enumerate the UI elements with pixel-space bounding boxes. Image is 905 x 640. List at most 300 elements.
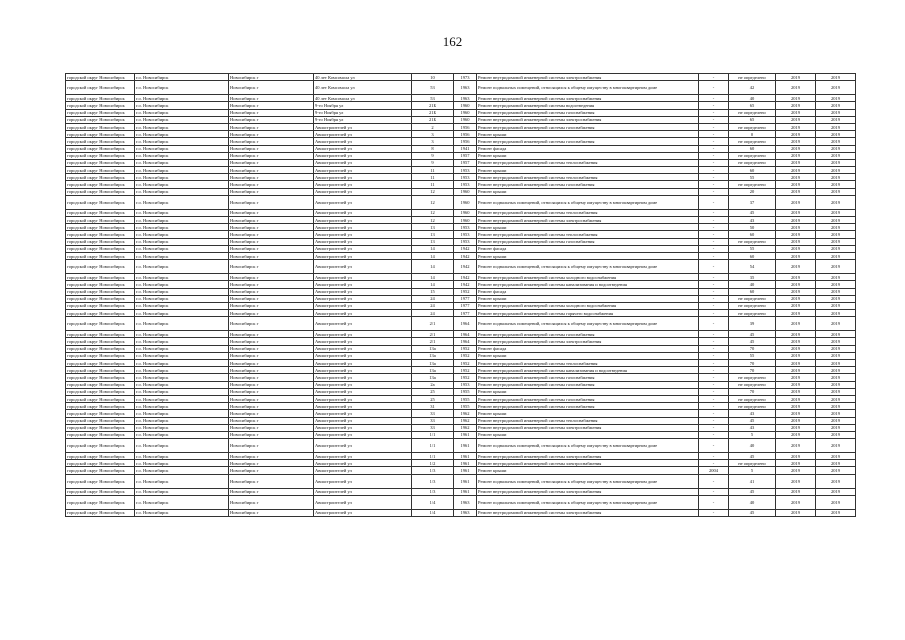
cell-last-repair-year: - (699, 231, 729, 238)
cell-wear-percent: 40 (729, 439, 776, 453)
cell-municipality: городской округ Новосибирск (66, 181, 135, 188)
table-row (66, 188, 856, 195)
cell-wear-percent: 43 (729, 410, 776, 417)
cell-build-year: 1953 (454, 238, 477, 245)
cell-work-type: Ремонт внутридомовой инженерной системы электроснабжения (477, 217, 699, 224)
cell-street: Авиастроителей ул (314, 467, 412, 474)
cell-house-number: 25 (412, 388, 454, 395)
cell-build-year: 1963 (454, 81, 477, 95)
cell-house-number: 1/4 (412, 495, 454, 509)
cell-street: Авиастроителей ул (314, 238, 412, 245)
cell-build-year: 1953 (454, 224, 477, 231)
cell-plan-end-year: 2019 (816, 138, 856, 145)
cell-wear-percent: 5 (729, 431, 776, 438)
cell-last-repair-year: - (699, 238, 729, 245)
cell-build-year: 1942 (454, 274, 477, 281)
cell-work-type: Ремонт внутридомовой инженерной системы теплоснабжения (477, 360, 699, 367)
cell-last-repair-year: - (699, 274, 729, 281)
cell-street: 9-го Ноября ул (314, 102, 412, 109)
cell-plan-end-year: 2019 (816, 424, 856, 431)
cell-plan-end-year: 2019 (816, 460, 856, 467)
cell-municipality: городской округ Новосибирск (66, 381, 135, 388)
cell-plan-start-year: 2019 (776, 495, 816, 509)
cell-last-repair-year: - (699, 410, 729, 417)
cell-municipality: городской округ Новосибирск (66, 302, 135, 309)
cell-build-year: 1942 (454, 281, 477, 288)
cell-municipal-district: г.о. Новосибирск (135, 245, 229, 252)
cell-settlement: Новосибирск г (229, 367, 314, 374)
cell-last-repair-year: - (699, 145, 729, 152)
cell-settlement: Новосибирск г (229, 424, 314, 431)
cell-build-year: 1977 (454, 295, 477, 302)
cell-municipal-district: г.о. Новосибирск (135, 217, 229, 224)
table-row (66, 181, 856, 188)
cell-last-repair-year: 2004 (699, 467, 729, 474)
cell-settlement: Новосибирск г (229, 281, 314, 288)
cell-street: Авиастроителей ул (314, 453, 412, 460)
cell-street: Авиастроителей ул (314, 288, 412, 295)
cell-municipal-district: г.о. Новосибирск (135, 467, 229, 474)
cell-settlement: Новосибирск г (229, 388, 314, 395)
cell-wear-percent: не определено (729, 152, 776, 159)
cell-wear-percent: не определено (729, 181, 776, 188)
cell-municipal-district: г.о. Новосибирск (135, 302, 229, 309)
cell-house-number: 13а (412, 352, 454, 359)
cell-last-repair-year: - (699, 167, 729, 174)
cell-municipality: городской округ Новосибирск (66, 245, 135, 252)
cell-house-number: 33 (412, 410, 454, 417)
cell-last-repair-year: - (699, 217, 729, 224)
cell-plan-end-year: 2019 (816, 439, 856, 453)
cell-build-year: 1953 (454, 381, 477, 388)
cell-municipality: городской округ Новосибирск (66, 281, 135, 288)
cell-wear-percent: не определено (729, 159, 776, 166)
cell-municipality: городской округ Новосибирск (66, 495, 135, 509)
cell-settlement: Новосибирск г (229, 95, 314, 102)
cell-plan-start-year: 2019 (776, 403, 816, 410)
cell-municipal-district: г.о. Новосибирск (135, 488, 229, 495)
cell-work-type: Ремонт фасада (477, 288, 699, 295)
cell-house-number: 13 (412, 224, 454, 231)
cell-wear-percent: 60 (729, 167, 776, 174)
cell-last-repair-year: - (699, 352, 729, 359)
table-row (66, 431, 856, 438)
cell-plan-start-year: 2019 (776, 274, 816, 281)
cell-municipal-district: г.о. Новосибирск (135, 224, 229, 231)
cell-settlement: Новосибирск г (229, 217, 314, 224)
cell-last-repair-year: - (699, 209, 729, 216)
cell-settlement: Новосибирск г (229, 209, 314, 216)
cell-wear-percent: 70 (729, 360, 776, 367)
cell-plan-end-year: 2019 (816, 295, 856, 302)
cell-wear-percent: 40 (729, 95, 776, 102)
cell-settlement: Новосибирск г (229, 109, 314, 116)
cell-wear-percent: 0 (729, 131, 776, 138)
cell-plan-end-year: 2019 (816, 159, 856, 166)
cell-build-year: 1957 (454, 152, 477, 159)
cell-plan-end-year: 2019 (816, 123, 856, 130)
cell-municipal-district: г.о. Новосибирск (135, 424, 229, 431)
cell-plan-start-year: 2019 (776, 488, 816, 495)
cell-wear-percent: 42 (729, 81, 776, 95)
cell-build-year: 1953 (454, 181, 477, 188)
table-row (66, 302, 856, 309)
cell-work-type: Ремонт крыши (477, 431, 699, 438)
cell-municipality: городской округ Новосибирск (66, 224, 135, 231)
cell-street: Авиастроителей ул (314, 281, 412, 288)
cell-work-type: Ремонт внутридомовой инженерной системы газоснабжения (477, 381, 699, 388)
cell-build-year: 1956 (454, 131, 477, 138)
cell-plan-end-year: 2019 (816, 410, 856, 417)
cell-work-type: Ремонт крыши (477, 252, 699, 259)
cell-settlement: Новосибирск г (229, 181, 314, 188)
cell-house-number: 1/3 (412, 488, 454, 495)
cell-municipality: городской округ Новосибирск (66, 474, 135, 488)
cell-wear-percent: 60 (729, 145, 776, 152)
cell-municipality: городской округ Новосибирск (66, 395, 135, 402)
cell-house-number: 14 (412, 245, 454, 252)
cell-work-type: Ремонт внутридомовой инженерной системы газоснабжения (477, 109, 699, 116)
cell-municipality: городской округ Новосибирск (66, 95, 135, 102)
cell-build-year: 1960 (454, 209, 477, 216)
cell-work-type: Ремонт внутридомовой инженерной системы электроснабжения (477, 488, 699, 495)
cell-work-type: Ремонт крыши (477, 131, 699, 138)
cell-street: Авиастроителей ул (314, 302, 412, 309)
cell-build-year: 1961 (454, 431, 477, 438)
table-row (66, 109, 856, 116)
cell-last-repair-year: - (699, 509, 729, 516)
cell-work-type: Ремонт подвальных помещений, относящихся к общему имуществу в многоквартирном доме (477, 81, 699, 95)
cell-work-type: Ремонт крыши (477, 167, 699, 174)
cell-settlement: Новосибирск г (229, 302, 314, 309)
cell-work-type: Ремонт внутридомовой инженерной системы теплоснабжения (477, 231, 699, 238)
cell-build-year: 1960 (454, 116, 477, 123)
cell-municipality: городской округ Новосибирск (66, 417, 135, 424)
cell-house-number: 2/1 (412, 317, 454, 331)
cell-municipality: городской округ Новосибирск (66, 439, 135, 453)
cell-municipal-district: г.о. Новосибирск (135, 439, 229, 453)
cell-wear-percent: 70 (729, 345, 776, 352)
cell-plan-end-year: 2019 (816, 317, 856, 331)
cell-last-repair-year: - (699, 260, 729, 274)
cell-last-repair-year: - (699, 288, 729, 295)
cell-municipality: городской округ Новосибирск (66, 288, 135, 295)
table-row (66, 374, 856, 381)
cell-plan-start-year: 2019 (776, 209, 816, 216)
cell-work-type: Ремонт крыши (477, 388, 699, 395)
cell-last-repair-year: - (699, 388, 729, 395)
cell-plan-start-year: 2019 (776, 410, 816, 417)
cell-house-number: 14 (412, 260, 454, 274)
cell-settlement: Новосибирск г (229, 488, 314, 495)
cell-house-number: 21Б (412, 109, 454, 116)
cell-municipal-district: г.о. Новосибирск (135, 288, 229, 295)
cell-plan-start-year: 2019 (776, 295, 816, 302)
cell-municipal-district: г.о. Новосибирск (135, 281, 229, 288)
cell-build-year: 1955 (454, 388, 477, 395)
cell-last-repair-year: - (699, 367, 729, 374)
cell-street: Авиастроителей ул (314, 367, 412, 374)
cell-work-type: Ремонт внутридомовой инженерной системы холодного водоснабжения (477, 302, 699, 309)
table-row (66, 417, 856, 424)
cell-municipality: городской округ Новосибирск (66, 238, 135, 245)
cell-build-year: 1977 (454, 310, 477, 317)
cell-street: Авиастроителей ул (314, 403, 412, 410)
cell-work-type: Ремонт внутридомовой инженерной системы газоснабжения (477, 374, 699, 381)
cell-last-repair-year: - (699, 488, 729, 495)
cell-street: Авиастроителей ул (314, 509, 412, 516)
cell-last-repair-year: - (699, 174, 729, 181)
cell-build-year: 1941 (454, 145, 477, 152)
cell-work-type: Ремонт внутридомовой инженерной системы электроснабжения (477, 453, 699, 460)
cell-wear-percent: 50 (729, 224, 776, 231)
table-row (66, 345, 856, 352)
cell-street: Авиастроителей ул (314, 417, 412, 424)
cell-settlement: Новосибирск г (229, 331, 314, 338)
cell-municipal-district: г.о. Новосибирск (135, 152, 229, 159)
table-row (66, 360, 856, 367)
cell-build-year: 1942 (454, 260, 477, 274)
table-row (66, 424, 856, 431)
cell-settlement: Новосибирск г (229, 509, 314, 516)
cell-municipality: городской округ Новосибирск (66, 188, 135, 195)
cell-plan-end-year: 2019 (816, 252, 856, 259)
cell-municipal-district: г.о. Новосибирск (135, 252, 229, 259)
cell-municipality: городской округ Новосибирск (66, 145, 135, 152)
cell-wear-percent: 43 (729, 424, 776, 431)
cell-plan-start-year: 2019 (776, 460, 816, 467)
cell-plan-start-year: 2019 (776, 238, 816, 245)
cell-work-type: Ремонт внутридомовой инженерной системы канализования и водоотведения (477, 367, 699, 374)
cell-municipal-district: г.о. Новосибирск (135, 453, 229, 460)
cell-last-repair-year: - (699, 116, 729, 123)
cell-plan-end-year: 2019 (816, 388, 856, 395)
cell-municipal-district: г.о. Новосибирск (135, 352, 229, 359)
cell-work-type: Ремонт внутридомовой инженерной системы газоснабжения (477, 403, 699, 410)
cell-house-number: 15 (412, 288, 454, 295)
table-row (66, 74, 856, 81)
cell-municipality: городской округ Новосибирск (66, 295, 135, 302)
cell-municipality: городской округ Новосибирск (66, 453, 135, 460)
cell-municipality: городской округ Новосибирск (66, 260, 135, 274)
cell-work-type: Ремонт крыши (477, 352, 699, 359)
cell-municipality: городской округ Новосибирск (66, 81, 135, 95)
cell-municipal-district: г.о. Новосибирск (135, 102, 229, 109)
cell-wear-percent: не определено (729, 403, 776, 410)
cell-street: Авиастроителей ул (314, 381, 412, 388)
cell-plan-start-year: 2019 (776, 417, 816, 424)
cell-municipality: городской округ Новосибирск (66, 274, 135, 281)
cell-last-repair-year: - (699, 424, 729, 431)
cell-work-type: Ремонт фасада (477, 345, 699, 352)
cell-plan-start-year: 2019 (776, 345, 816, 352)
cell-plan-end-year: 2019 (816, 381, 856, 388)
cell-plan-start-year: 2019 (776, 317, 816, 331)
cell-municipal-district: г.о. Новосибирск (135, 159, 229, 166)
cell-settlement: Новосибирск г (229, 417, 314, 424)
cell-work-type: Ремонт внутридомовой инженерной системы газоснабжения (477, 238, 699, 245)
cell-municipal-district: г.о. Новосибирск (135, 431, 229, 438)
cell-house-number: 25 (412, 395, 454, 402)
cell-wear-percent: 41 (729, 474, 776, 488)
cell-plan-end-year: 2019 (816, 152, 856, 159)
cell-last-repair-year: - (699, 474, 729, 488)
cell-build-year: 1953 (454, 167, 477, 174)
cell-municipality: городской округ Новосибирск (66, 195, 135, 209)
cell-plan-end-year: 2019 (816, 467, 856, 474)
cell-last-repair-year: - (699, 74, 729, 81)
cell-plan-end-year: 2019 (816, 181, 856, 188)
table-row (66, 145, 856, 152)
cell-street: Авиастроителей ул (314, 245, 412, 252)
cell-build-year: 1964 (454, 317, 477, 331)
cell-build-year: 1953 (454, 231, 477, 238)
table-row (66, 231, 856, 238)
cell-build-year: 1955 (454, 403, 477, 410)
table-row (66, 123, 856, 130)
cell-house-number: 53 (412, 95, 454, 102)
cell-municipality: городской округ Новосибирск (66, 252, 135, 259)
cell-settlement: Новосибирск г (229, 474, 314, 488)
table-row (66, 274, 856, 281)
cell-settlement: Новосибирск г (229, 410, 314, 417)
cell-plan-end-year: 2019 (816, 217, 856, 224)
cell-settlement: Новосибирск г (229, 260, 314, 274)
cell-build-year: 1963 (454, 495, 477, 509)
cell-wear-percent: 20 (729, 188, 776, 195)
cell-house-number: 33 (412, 417, 454, 424)
cell-plan-end-year: 2019 (816, 345, 856, 352)
cell-settlement: Новосибирск г (229, 453, 314, 460)
cell-street: 9-го Ноября ул (314, 116, 412, 123)
cell-settlement: Новосибирск г (229, 123, 314, 130)
cell-wear-percent: 45 (729, 453, 776, 460)
cell-house-number: 13а (412, 360, 454, 367)
cell-plan-start-year: 2019 (776, 252, 816, 259)
cell-work-type: Ремонт внутридомовой инженерной системы электроснабжения (477, 116, 699, 123)
cell-street: Авиастроителей ул (314, 374, 412, 381)
table-row (66, 410, 856, 417)
cell-last-repair-year: - (699, 109, 729, 116)
cell-settlement: Новосибирск г (229, 352, 314, 359)
cell-street: Авиастроителей ул (314, 274, 412, 281)
cell-plan-start-year: 2019 (776, 352, 816, 359)
cell-house-number: 11 (412, 167, 454, 174)
cell-plan-start-year: 2019 (776, 174, 816, 181)
cell-settlement: Новосибирск г (229, 188, 314, 195)
cell-plan-start-year: 2019 (776, 102, 816, 109)
cell-build-year: 1942 (454, 252, 477, 259)
table-row (66, 488, 856, 495)
cell-work-type: Ремонт подвальных помещений, относящихся к общему имуществу в многоквартирном доме (477, 439, 699, 453)
table-row (66, 331, 856, 338)
cell-work-type: Ремонт подвальных помещений, относящихся к общему имуществу в многоквартирном доме (477, 260, 699, 274)
table-row (66, 467, 856, 474)
cell-municipality: городской округ Новосибирск (66, 209, 135, 216)
cell-municipal-district: г.о. Новосибирск (135, 367, 229, 374)
table-row (66, 95, 856, 102)
cell-house-number: 13а (412, 367, 454, 374)
cell-municipality: городской округ Новосибирск (66, 374, 135, 381)
table-row (66, 131, 856, 138)
cell-plan-end-year: 2019 (816, 102, 856, 109)
cell-last-repair-year: - (699, 431, 729, 438)
cell-municipal-district: г.о. Новосибирск (135, 395, 229, 402)
cell-wear-percent: 35 (729, 274, 776, 281)
table-row (66, 352, 856, 359)
cell-plan-start-year: 2019 (776, 509, 816, 516)
cell-wear-percent: 55 (729, 245, 776, 252)
cell-municipal-district: г.о. Новосибирск (135, 209, 229, 216)
cell-build-year: 1952 (454, 374, 477, 381)
cell-street: Авиастроителей ул (314, 152, 412, 159)
cell-municipal-district: г.о. Новосибирск (135, 138, 229, 145)
cell-plan-end-year: 2019 (816, 302, 856, 309)
cell-street: Авиастроителей ул (314, 131, 412, 138)
cell-plan-end-year: 2019 (816, 338, 856, 345)
cell-settlement: Новосибирск г (229, 310, 314, 317)
cell-municipality: городской округ Новосибирск (66, 109, 135, 116)
cell-house-number: 1/1 (412, 431, 454, 438)
cell-house-number: 12 (412, 195, 454, 209)
cell-plan-start-year: 2019 (776, 453, 816, 460)
cell-settlement: Новосибирск г (229, 231, 314, 238)
cell-last-repair-year: - (699, 224, 729, 231)
cell-plan-start-year: 2019 (776, 381, 816, 388)
cell-house-number: 14 (412, 274, 454, 281)
cell-work-type: Ремонт подвальных помещений, относящихся к общему имуществу в многоквартирном доме (477, 474, 699, 488)
cell-plan-end-year: 2019 (816, 474, 856, 488)
table-row (66, 81, 856, 95)
cell-plan-start-year: 2019 (776, 260, 816, 274)
cell-last-repair-year: - (699, 188, 729, 195)
cell-municipality: городской округ Новосибирск (66, 338, 135, 345)
table-row (66, 367, 856, 374)
repair-schedule-table (65, 73, 856, 517)
cell-house-number: 2/1 (412, 331, 454, 338)
cell-plan-end-year: 2019 (816, 417, 856, 424)
cell-street: Авиастроителей ул (314, 188, 412, 195)
cell-wear-percent: 37 (729, 195, 776, 209)
cell-work-type: Ремонт фасада (477, 245, 699, 252)
cell-wear-percent: 55 (729, 174, 776, 181)
cell-house-number: 31 (412, 403, 454, 410)
cell-wear-percent: 60 (729, 231, 776, 238)
table-body (66, 74, 856, 517)
cell-municipal-district: г.о. Новосибирск (135, 345, 229, 352)
cell-work-type: Ремонт подвальных помещений, относящихся к общему имуществу в многоквартирном доме (477, 317, 699, 331)
cell-work-type: Ремонт подвальных помещений, относящихся к общему имуществу в многоквартирном доме (477, 195, 699, 209)
cell-settlement: Новосибирск г (229, 439, 314, 453)
cell-municipal-district: г.о. Новосибирск (135, 381, 229, 388)
cell-settlement: Новосибирск г (229, 174, 314, 181)
cell-wear-percent: 45 (729, 417, 776, 424)
cell-plan-start-year: 2019 (776, 474, 816, 488)
cell-last-repair-year: - (699, 245, 729, 252)
cell-settlement: Новосибирск г (229, 403, 314, 410)
cell-wear-percent: 45 (729, 488, 776, 495)
cell-street: Авиастроителей ул (314, 123, 412, 130)
cell-municipal-district: г.о. Новосибирск (135, 274, 229, 281)
cell-plan-start-year: 2019 (776, 395, 816, 402)
cell-municipality: городской округ Новосибирск (66, 345, 135, 352)
cell-build-year: 1952 (454, 288, 477, 295)
table-row (66, 509, 856, 516)
cell-plan-start-year: 2019 (776, 81, 816, 95)
cell-build-year: 1953 (454, 174, 477, 181)
cell-street: 40 лет Комсомола ул (314, 95, 412, 102)
cell-build-year: 1961 (454, 488, 477, 495)
